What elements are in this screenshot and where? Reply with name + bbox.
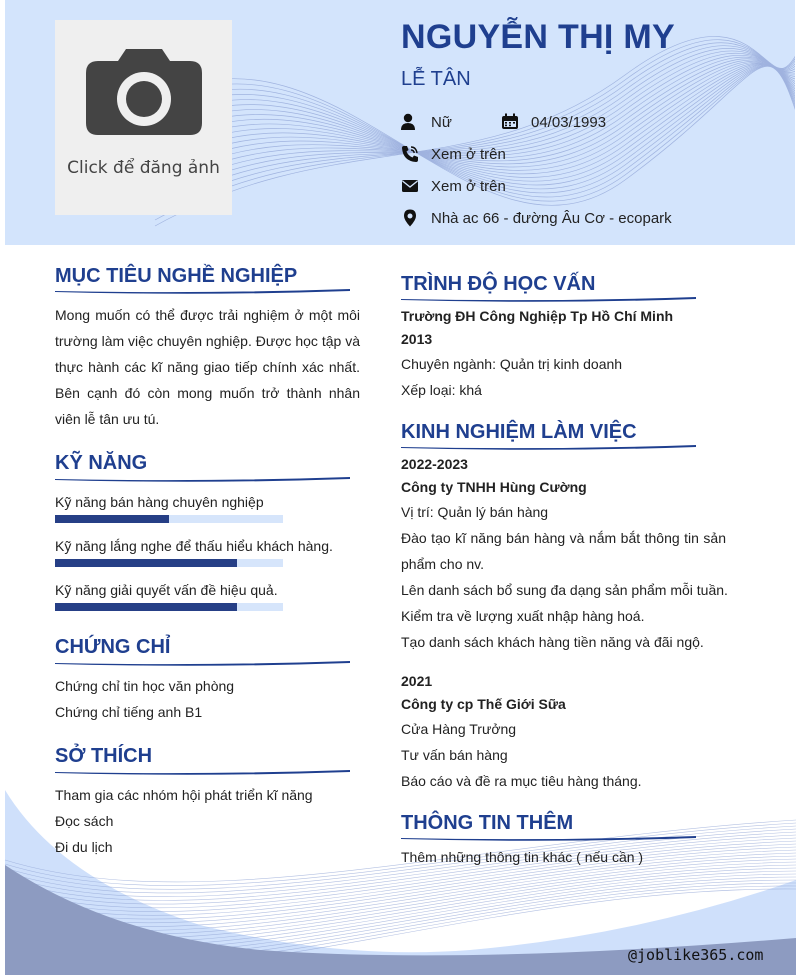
birthdate-value: 04/03/1993 xyxy=(531,113,607,131)
job-task: Lên danh sách bổ sung đa dạng sản phẩm mỗi tuần. xyxy=(401,582,728,598)
phone-value: Xem ở trên xyxy=(431,145,506,163)
skills-title: KỸ NĂNG xyxy=(55,452,148,474)
hobby-item: Đi du lịch xyxy=(55,839,113,855)
gender-value: Nữ xyxy=(431,113,452,131)
email-row xyxy=(401,177,506,195)
objective-text: Mong muốn có thể được trải nghiệm ở một môi trường làm việc chuyên nghiệp. Được học tập và thực hành các kĩ năng giao tiếp chính xác nhất. Bên cạnh đó còn mong muốn trở thành nhân viên lễ tân ưu tú. xyxy=(55,307,360,427)
hobby-item: Đọc sách xyxy=(55,813,114,829)
hobbies-underline xyxy=(55,769,350,775)
full-name: NGUYỄN THỊ MY xyxy=(401,18,676,56)
job-company: Công ty TNHH Hùng Cường xyxy=(401,479,587,495)
address-row xyxy=(401,209,672,227)
gender-row xyxy=(401,113,452,131)
skill-bar xyxy=(55,515,283,523)
photo-upload[interactable] xyxy=(55,20,232,215)
education-year: 2013 xyxy=(401,331,433,347)
skill-label: Kỹ năng giải quyết vấn đề hiệu quả. xyxy=(55,582,278,598)
calendar-icon xyxy=(501,113,519,131)
objective-title: MỤC TIÊU NGHỀ NGHIỆP xyxy=(55,265,298,287)
job-position: Vị trí: Quản lý bán hàng xyxy=(401,504,549,520)
job-title: LỄ TÂN xyxy=(401,68,471,90)
education-title: TRÌNH ĐỘ HỌC VẤN xyxy=(401,273,596,295)
skill-label: Kỹ năng bán hàng chuyên nghiệp xyxy=(55,494,264,510)
email-value: Xem ở trên xyxy=(431,177,506,195)
skills-underline xyxy=(55,476,350,482)
skill-bar-fill xyxy=(55,515,169,523)
hobby-item: Tham gia các nhóm hội phát triển kĩ năng xyxy=(55,787,313,803)
education-school: Trường ĐH Công Nghiệp Tp Hồ Chí Minh xyxy=(401,308,674,324)
job-task: Đào tạo kĩ năng bán hàng và nắm bắt thông tin sản phẩm cho nv. xyxy=(401,530,726,572)
education-grade: Xếp loại: khá xyxy=(401,382,482,398)
birthdate-row xyxy=(501,113,606,131)
job-task: Kiểm tra về lượng xuất nhập hàng hoá. xyxy=(401,608,645,624)
map-pin-icon xyxy=(401,209,419,227)
skill-bar xyxy=(55,603,283,611)
hobbies-title: SỞ THÍCH xyxy=(55,745,153,767)
certificates-title: CHỨNG CHỈ xyxy=(55,636,171,658)
skill-bar-fill xyxy=(55,603,237,611)
extra-text: Thêm những thông tin khác ( nếu cần ) xyxy=(401,849,644,865)
extra-underline xyxy=(401,835,696,841)
experience-title: KINH NGHIỆM LÀM VIỆC xyxy=(401,421,637,443)
skill-bar xyxy=(55,559,283,567)
experience-underline xyxy=(401,444,696,450)
objective-underline xyxy=(55,288,350,294)
user-icon xyxy=(401,113,419,131)
camera-icon xyxy=(86,49,202,135)
phone-row xyxy=(401,145,506,163)
certificate-item: Chứng chỉ tin học văn phòng xyxy=(55,678,235,694)
job-company: Công ty cp Thế Giới Sữa xyxy=(401,696,566,712)
job-task: Báo cáo và đề ra mục tiêu hàng tháng. xyxy=(401,773,642,789)
photo-caption: Click để đăng ảnh xyxy=(67,158,220,178)
job-period: 2021 xyxy=(401,673,433,689)
job-task: Tạo danh sách khách hàng tiền năng và đãi ngộ. xyxy=(401,634,704,650)
extra-title: THÔNG TIN THÊM xyxy=(401,812,574,834)
education-underline xyxy=(401,296,696,302)
education-major: Chuyên ngành: Quản trị kinh doanh xyxy=(401,356,623,372)
address-value: Nhà ac 66 - đường Âu Cơ - ecopark xyxy=(431,209,672,227)
job-period: 2022-2023 xyxy=(401,456,468,472)
skill-bar-fill xyxy=(55,559,237,567)
phone-icon xyxy=(401,145,419,163)
job-task: Tư vấn bán hàng xyxy=(401,747,508,763)
watermark: @joblike365.com xyxy=(628,946,764,964)
envelope-icon xyxy=(401,177,419,195)
skill-label: Kỹ năng lắng nghe để thấu hiểu khách hàng. xyxy=(55,538,333,554)
certificate-item: Chứng chỉ tiếng anh B1 xyxy=(55,704,203,720)
job-position: Cửa Hàng Trưởng xyxy=(401,721,517,737)
certificates-underline xyxy=(55,660,350,666)
